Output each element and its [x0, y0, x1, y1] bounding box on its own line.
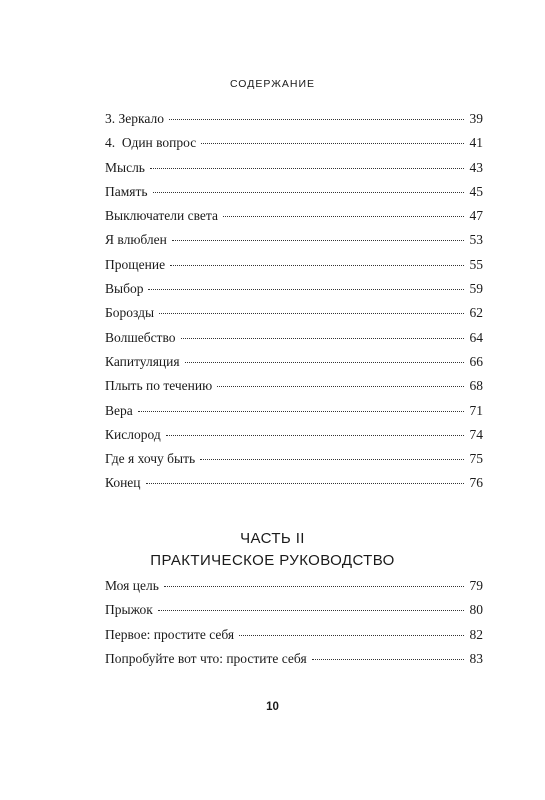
toc-entry-page: 80: [469, 602, 483, 618]
toc-entry[interactable]: [105, 160, 483, 184]
toc-list-part-2: [105, 578, 483, 675]
toc-entry-title: Борозды: [105, 305, 155, 321]
toc-entry[interactable]: [105, 451, 483, 475]
toc-entry-page: 47: [469, 208, 483, 224]
toc-entry-title: Попробуйте вот что: простите себя: [105, 650, 307, 666]
dot-leader: [169, 118, 464, 120]
toc-entry-title: Мысль: [105, 159, 145, 175]
toc-entry-page: 76: [469, 475, 483, 491]
toc-entry-title: Конец: [105, 475, 141, 491]
toc-entry-title: Память: [105, 183, 148, 199]
dot-leader: [172, 239, 464, 241]
page-number: 10: [266, 701, 279, 713]
toc-entry-title: Моя цель: [105, 578, 159, 593]
toc-entry[interactable]: [105, 281, 483, 305]
toc-entry-title: 3. Зеркало: [105, 111, 164, 126]
toc-entry-page: 71: [469, 402, 483, 418]
dot-leader: [185, 361, 464, 363]
toc-entry[interactable]: [105, 403, 483, 427]
toc-entry[interactable]: [105, 330, 483, 354]
dot-leader: [164, 585, 464, 587]
dot-leader: [201, 142, 463, 144]
toc-entry[interactable]: [105, 602, 483, 626]
toc-entry-page: 45: [469, 183, 483, 199]
toc-entry-page: 79: [469, 578, 483, 593]
toc-entry-page: 43: [469, 159, 483, 175]
toc-entry[interactable]: [105, 232, 483, 256]
toc-entry-title: Капитуляция: [105, 353, 180, 369]
toc-entry-page: 64: [469, 329, 483, 345]
toc-entry[interactable]: [105, 378, 483, 402]
dot-leader: [166, 434, 464, 436]
part-number: ЧАСТЬ II: [240, 530, 305, 547]
toc-entry-page: 55: [469, 256, 483, 272]
dot-leader: [217, 385, 463, 387]
dot-leader: [148, 288, 463, 290]
toc-entry[interactable]: [105, 427, 483, 451]
toc-entry[interactable]: [105, 354, 483, 378]
dot-leader: [170, 264, 463, 266]
toc-entry-title: Я влюблен: [105, 232, 167, 248]
toc-entry-title: 4. Один вопрос: [105, 135, 197, 151]
toc-entry[interactable]: [105, 651, 483, 675]
toc-entry-title: Выключатели света: [105, 208, 218, 224]
dot-leader: [159, 312, 463, 314]
dot-leader: [153, 191, 464, 193]
dot-leader: [146, 482, 464, 484]
dot-leader: [200, 458, 463, 460]
toc-entry-title: Прыжок: [105, 602, 153, 618]
toc-entry-page: 83: [469, 650, 483, 666]
toc-entry-title: Где я хочу быть: [105, 451, 196, 467]
toc-entry-page: 41: [469, 135, 483, 151]
toc-entry[interactable]: [105, 208, 483, 232]
toc-entry-page: 62: [469, 305, 483, 321]
toc-entry[interactable]: [105, 627, 483, 651]
toc-entry-title: Выбор: [105, 281, 144, 297]
toc-entry-title: Кислород: [105, 426, 161, 442]
toc-entry-page: 39: [469, 111, 483, 126]
toc-entry[interactable]: [105, 135, 483, 159]
toc-entry-title: Волшебство: [105, 329, 176, 345]
dot-leader: [312, 658, 464, 660]
toc-entry[interactable]: [105, 184, 483, 208]
dot-leader: [239, 634, 463, 636]
toc-entry-title: Прощение: [105, 256, 166, 272]
toc-entry-title: Плыть по течению: [105, 378, 213, 394]
toc-entry-page: 74: [469, 426, 483, 442]
toc-entry[interactable]: [105, 305, 483, 329]
toc-entry-page: 82: [469, 626, 483, 642]
dot-leader: [150, 167, 464, 169]
dot-leader: [181, 337, 464, 339]
toc-entry-title: Вера: [105, 402, 133, 418]
part-title: ПРАКТИЧЕСКОЕ РУКОВОДСТВО: [150, 552, 395, 569]
dot-leader: [223, 215, 464, 217]
dot-leader: [158, 609, 464, 611]
toc-entry-page: 75: [469, 451, 483, 467]
toc-entry-page: 59: [469, 281, 483, 297]
toc-entry-page: 53: [469, 232, 483, 248]
toc-entry[interactable]: [105, 475, 483, 499]
running-header: СОДЕРЖАНИЕ: [229, 78, 316, 90]
toc-entry[interactable]: [105, 111, 483, 135]
dot-leader: [138, 410, 464, 412]
toc-entry-page: 66: [469, 353, 483, 369]
toc-entry-page: 68: [469, 378, 483, 394]
toc-entry-title: Первое: простите себя: [105, 626, 235, 642]
toc-entry[interactable]: [105, 257, 483, 281]
toc-entry[interactable]: [105, 578, 483, 602]
toc-list-part-1: [105, 111, 483, 500]
